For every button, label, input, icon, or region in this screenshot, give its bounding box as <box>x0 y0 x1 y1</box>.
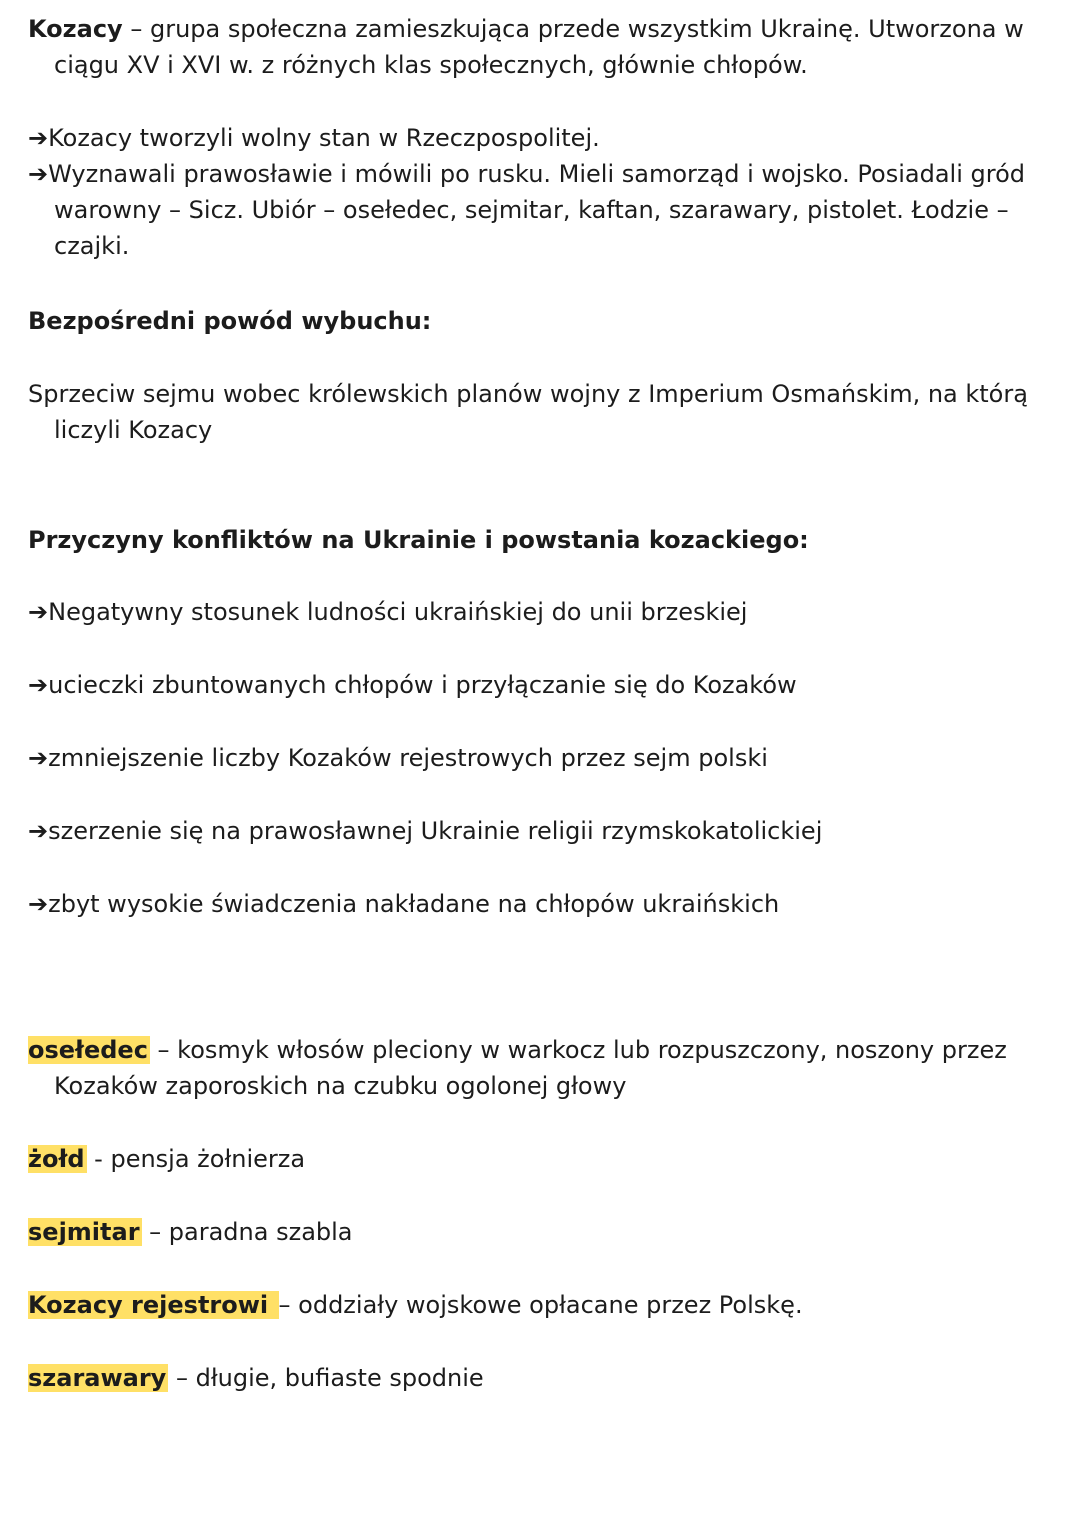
cause-item: ➔Negatywny stosunek ludności ukraińskiej do unii brzeskiej <box>28 598 748 626</box>
intro-term: Kozacy <box>28 15 123 43</box>
glossary-item <box>28 1360 1048 1396</box>
facts-list <box>28 120 1048 264</box>
glossary-item <box>28 1141 1048 1177</box>
arrow-right-icon: ➔ <box>28 124 49 152</box>
cause-item: ➔szerzenie się na prawosławnej Ukrainie religii rzymskokatolickiej <box>28 817 823 845</box>
arrow-right-icon: ➔ <box>28 744 49 772</box>
cause-item: ➔ucieczki zbuntowanych chłopów i przyłączanie się do Kozaków <box>28 671 797 699</box>
causes-heading: Przyczyny konfliktów na Ukrainie i powstania kozackiego: <box>28 526 809 554</box>
glossary-item <box>28 1287 1048 1323</box>
glossary-definition: – kosmyk włosów pleciony w warkocz lub rozpuszczony, noszony przez Kozaków zaporoskich na czubku ogolonej głowy <box>54 1036 1007 1100</box>
glossary-term: sejmitar <box>28 1218 140 1246</box>
glossary-definition: - pensja żołnierza <box>86 1145 306 1173</box>
arrow-right-icon: ➔ <box>28 817 49 845</box>
arrow-right-icon: ➔ <box>28 160 49 188</box>
glossary-definition: – paradna szabla <box>141 1218 353 1246</box>
direct-cause-heading: Bezpośredni powód wybuchu: <box>28 307 432 335</box>
glossary-item <box>28 1032 1048 1104</box>
glossary-item <box>28 1214 1048 1250</box>
arrow-right-icon: ➔ <box>28 671 49 699</box>
intro-text: – grupa społeczna zamieszkująca przede wszystkim Ukrainę. Utworzona w ciągu XV i XVI w. z różnych klas społecznych, głównie chłopów. <box>54 15 1024 79</box>
glossary-definition: – długie, bufiaste spodnie <box>168 1364 484 1392</box>
cause-item: ➔zmniejszenie liczby Kozaków rejestrowych przez sejm polski <box>28 744 768 772</box>
glossary-term: żołd <box>28 1145 85 1173</box>
glossary-term: Kozacy rejestrowi <box>28 1291 277 1319</box>
fact-item: ➔Kozacy tworzyli wolny stan w Rzeczpospolitej. <box>28 124 600 152</box>
fact-item: ➔Wyznawali prawosławie i mówili po rusku. Mieli samorząd i wojsko. Posiadali gród warowny – Sicz. Ubiór – osełedec, sejmitar, kaftan, szarawary, pistolet. Łodzie – czajki. <box>28 160 1025 260</box>
glossary-definition: – oddziały wojskowe opłacane przez Polskę. <box>278 1291 803 1319</box>
arrow-right-icon: ➔ <box>28 890 49 918</box>
arrow-right-icon: ➔ <box>28 598 49 626</box>
glossary-term: osełedec <box>28 1036 148 1064</box>
intro-definition <box>28 11 1048 83</box>
glossary-term: szarawary <box>28 1364 167 1392</box>
direct-cause-text: Sprzeciw sejmu wobec królewskich planów wojny z Imperium Osmańskim, na którą liczyli Kozacy <box>28 380 1028 444</box>
cause-item: ➔zbyt wysokie świadczenia nakładane na chłopów ukraińskich <box>28 890 780 918</box>
